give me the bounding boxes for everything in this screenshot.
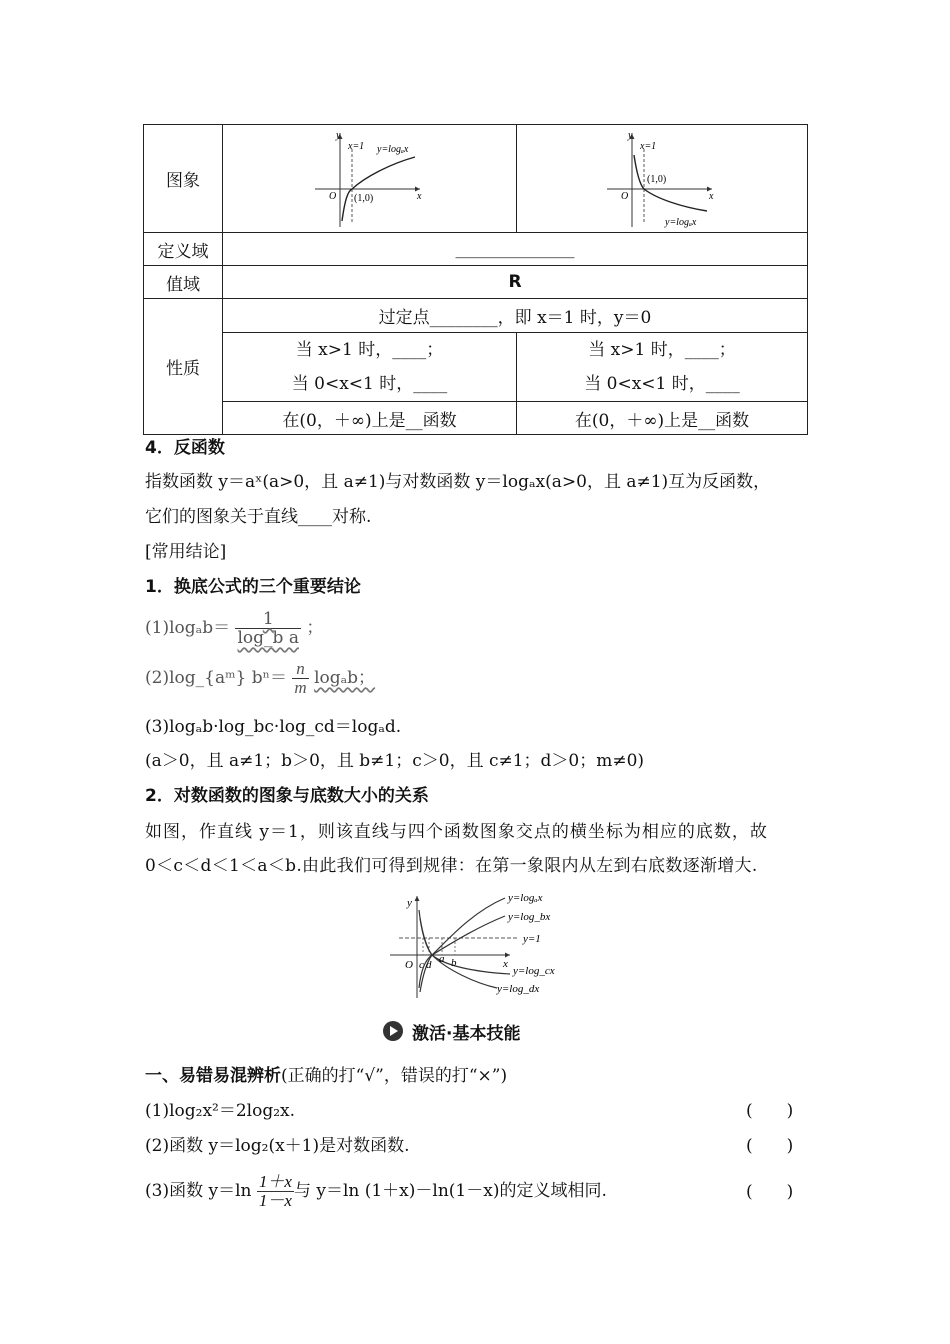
f1-den: log_b a bbox=[237, 628, 299, 648]
conditions: (a＞0，且 a≠1；b＞0，且 b≠1；c＞0，且 c≠1；d＞0；m≠0) bbox=[145, 751, 645, 771]
graph-decreasing-log bbox=[607, 129, 717, 229]
x-axis-label: x bbox=[709, 190, 714, 202]
fig-y1-label: y=1 bbox=[523, 933, 541, 945]
q3-den: 1－x bbox=[258, 1191, 292, 1210]
paragraph-line1: 如图，作直线 y＝1，则该直线与四个函数图象交点的横坐标为相应的底数，故 bbox=[145, 822, 768, 842]
x-equals-1-label: x=1 bbox=[640, 140, 657, 152]
f1-num: 1 bbox=[235, 610, 300, 629]
origin-label: O bbox=[328, 190, 336, 202]
section-4-title: 4．反函数 bbox=[145, 438, 225, 458]
fig-curve-d-label: y=log_dx bbox=[497, 983, 540, 995]
activate-title: 激活·基本技能 bbox=[412, 1023, 521, 1044]
x-equals-1-label: x=1 bbox=[347, 140, 364, 152]
row-label-range: 值域 bbox=[144, 266, 223, 299]
formula-2 bbox=[145, 656, 375, 700]
f2-fraction bbox=[292, 660, 308, 697]
exercise-heading-note: (正确的打“√”，错误的打“×”) bbox=[281, 1066, 508, 1086]
fig-d-label: d bbox=[426, 959, 432, 971]
q3-left: (3)函数 y＝ln bbox=[145, 1181, 252, 1201]
f2-den: m bbox=[294, 678, 307, 697]
f2-num: n bbox=[292, 660, 308, 679]
fixed-point-row bbox=[144, 299, 808, 333]
formula-3: (3)logₐb·log_bc·log_cd＝logₐd. bbox=[145, 717, 402, 737]
f1-left: (1)logₐb＝ bbox=[145, 618, 231, 638]
fixed-point-text: 过定点________，即 x＝1 时，y＝0 bbox=[223, 299, 808, 333]
question-3 bbox=[145, 1168, 607, 1214]
common-h1: 1．换底公式的三个重要结论 bbox=[145, 577, 361, 597]
answer-blank-2[interactable]: ( ) bbox=[746, 1136, 794, 1156]
sign-cell-left bbox=[223, 333, 517, 402]
fig-y-label: y bbox=[407, 897, 412, 909]
graph-cell-a-gt-1 bbox=[223, 125, 517, 233]
fig-curve-c-label: y=log_cx bbox=[513, 965, 555, 977]
q3-num: 1＋x bbox=[258, 1172, 292, 1191]
graph-row bbox=[144, 125, 808, 233]
question-1: (1)log₂x²＝2log₂x. bbox=[145, 1101, 296, 1121]
graph-cell-a-lt-1 bbox=[517, 125, 808, 233]
row-label-graph: 图象 bbox=[144, 125, 223, 233]
exercise-heading bbox=[145, 1064, 507, 1088]
left-gt1: 当 x>1 时，____； bbox=[295, 340, 444, 360]
answer-blank-1[interactable]: ( ) bbox=[746, 1101, 794, 1121]
q3-fraction bbox=[257, 1173, 294, 1210]
fig-x-label: x bbox=[503, 958, 508, 970]
fig-curve-b-label: y=log_bx bbox=[508, 911, 551, 923]
paragraph-line2: 0＜c＜d＜1＜a＜b.由此我们可得到规律：在第一象限内从左到右底数逐渐增大. bbox=[145, 856, 758, 876]
fig-b-label: b bbox=[451, 957, 457, 969]
right-lt1: 当 0<x<1 时，____ bbox=[584, 374, 740, 394]
point-label: (1,0) bbox=[647, 173, 667, 185]
fig-origin-label: O bbox=[405, 959, 413, 971]
f1-fraction bbox=[235, 610, 300, 647]
origin-label: O bbox=[621, 190, 629, 202]
sign-row bbox=[144, 333, 808, 402]
row-label-props: 性质 bbox=[144, 299, 223, 435]
formula-1 bbox=[145, 606, 323, 650]
sign-cell-right bbox=[517, 333, 808, 402]
right-mono: 在(0，＋∞)上是__函数 bbox=[517, 402, 808, 435]
left-lt1: 当 0<x<1 时，____ bbox=[291, 374, 448, 394]
f2-right: logₐb； bbox=[314, 668, 376, 688]
activate-heading bbox=[382, 1018, 520, 1044]
f2-left: (2)log_{aᵐ} bⁿ＝ bbox=[145, 668, 287, 688]
curve-label: y=logₐx bbox=[376, 143, 408, 155]
range-value: R bbox=[223, 266, 808, 299]
play-circle-icon bbox=[382, 1020, 404, 1042]
monotonic-row bbox=[144, 402, 808, 435]
domain-blank: ______________ bbox=[223, 233, 808, 266]
x-axis-label: x bbox=[416, 190, 421, 202]
log-function-table bbox=[143, 124, 808, 435]
fig-curve-a-label: y=logₐx bbox=[508, 892, 543, 904]
fig-c-label: c bbox=[419, 959, 424, 971]
common-h2: 2．对数函数的图象与底数大小的关系 bbox=[145, 786, 429, 806]
left-mono: 在(0，＋∞)上是__函数 bbox=[223, 402, 517, 435]
range-row bbox=[144, 266, 808, 299]
section-4-line1: 指数函数 y＝aˣ(a>0，且 a≠1)与对数函数 y＝logₐx(a>0，且 a≠1)互为反函数， bbox=[145, 472, 771, 492]
domain-row bbox=[144, 233, 808, 266]
point-label: (1,0) bbox=[353, 192, 373, 204]
f1-end: ； bbox=[306, 618, 324, 638]
common-title: [常用结论] bbox=[145, 542, 227, 562]
curve-label: y=logₐx bbox=[665, 216, 697, 228]
section-4-line2: 它们的图象关于直线____对称. bbox=[145, 507, 372, 527]
right-gt1: 当 x>1 时，____； bbox=[588, 340, 736, 360]
fig-a-label: a bbox=[439, 953, 445, 965]
question-2: (2)函数 y＝log₂(x＋1)是对数函数. bbox=[145, 1136, 410, 1156]
graph-increasing-log bbox=[315, 129, 425, 229]
row-label-domain: 定义域 bbox=[144, 233, 223, 266]
exercise-heading-title: 一、易错易混辨析 bbox=[145, 1066, 281, 1086]
q3-right: 与 y＝ln (1＋x)－ln(1－x)的定义域相同. bbox=[293, 1181, 607, 1201]
answer-blank-3[interactable]: ( ) bbox=[746, 1182, 794, 1202]
four-log-curves-figure bbox=[385, 888, 570, 1000]
y-axis-label: y bbox=[335, 129, 340, 141]
y-axis-label: y bbox=[628, 129, 633, 141]
